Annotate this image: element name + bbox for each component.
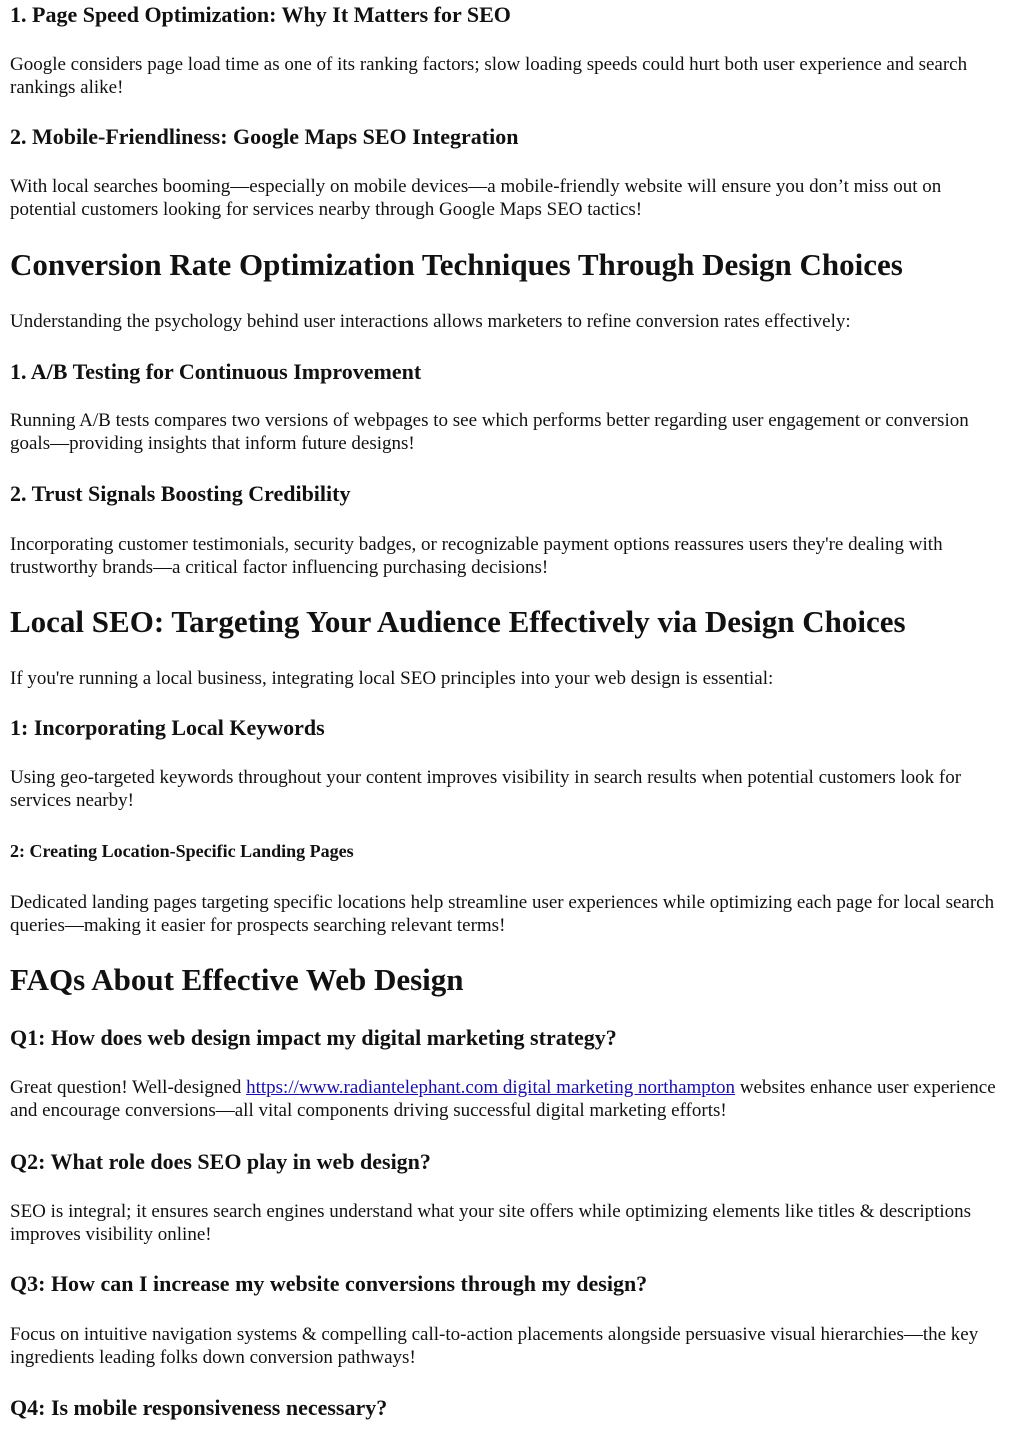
paragraph-trust-signals: Incorporating customer testimonials, security badges, or recognizable payment options reassures users they're dealing with trustworthy brands—a critical factor influencing purchasing decisions! [10, 534, 943, 578]
paragraph-landing-pages: Dedicated landing pages targeting specific locations help streamline user experiences while optimizing each page for local search queries—making it easier for prospects searching relevant terms! [10, 892, 995, 936]
faq-answer-1 [10, 1076, 1004, 1122]
faq-question-1: Q1: How does web design impact my digital marketing strategy? [10, 1025, 617, 1050]
paragraph-page-speed: Google considers page load time as one of its ranking factors; slow loading speeds could hurt both user experience and search rankings alike! [10, 54, 968, 98]
paragraph-local-seo-intro: If you're running a local business, integrating local SEO principles into your web design is essential: [10, 668, 774, 689]
faq-answer-1-lead: Great question! Well-designed [10, 1077, 247, 1098]
faq-answer-2: SEO is integral; it ensures search engines understand what your site offers while optimizing elements like titles & descriptions improves visibility online! [10, 1201, 972, 1245]
faq-question-3: Q3: How can I increase my website conversions through my design? [10, 1271, 648, 1296]
paragraph-ab-testing: Running A/B tests compares two versions of webpages to see which performs better regarding user engagement or conversion goals—providing insights that inform future designs! [10, 410, 969, 454]
radiantelephant-link[interactable]: https://www.radiantelephant.com digital marketing northampton [246, 1077, 736, 1098]
faq-question-2: Q2: What role does SEO play in web design? [10, 1149, 431, 1174]
heading-faqs: FAQs About Effective Web Design [10, 962, 464, 997]
faq-answer-3: Focus on intuitive navigation systems & compelling call-to-action placements alongside persuasive visual hierarchies—the key ingredients leading folks down conversion pathways! [10, 1324, 979, 1368]
heading-local-keywords: 1: Incorporating Local Keywords [10, 715, 325, 740]
heading-conversion-rate: Conversion Rate Optimization Techniques Through Design Choices [10, 247, 903, 282]
faq-question-4: Q4: Is mobile responsiveness necessary? [10, 1395, 388, 1420]
faq-answer-1-rest: websites enhance user experience and encourage conversions—all vital components driving successful digital marketing efforts! [10, 1077, 996, 1121]
paragraph-local-keywords: Using geo-targeted keywords throughout your content improves visibility in search results when potential customers look for services nearby! [10, 767, 962, 811]
heading-local-seo: Local SEO: Targeting Your Audience Effectively via Design Choices [10, 604, 906, 639]
heading-page-speed: 1. Page Speed Optimization: Why It Matters for SEO [10, 2, 511, 27]
paragraph-conversion-intro: Understanding the psychology behind user interactions allows marketers to refine conversion rates effectively: [10, 311, 851, 332]
heading-landing-pages: 2: Creating Location-Specific Landing Pages [10, 841, 354, 861]
heading-ab-testing: 1. A/B Testing for Continuous Improvement [10, 359, 422, 384]
paragraph-mobile-friendliness: With local searches booming—especially on mobile devices—a mobile-friendly website will ensure you don’t miss out on potential customers looking for services nearby through Google Maps SEO tactics! [10, 176, 942, 220]
heading-trust-signals: 2. Trust Signals Boosting Credibility [10, 481, 351, 506]
heading-mobile-friendliness: 2. Mobile-Friendliness: Google Maps SEO Integration [10, 124, 519, 149]
